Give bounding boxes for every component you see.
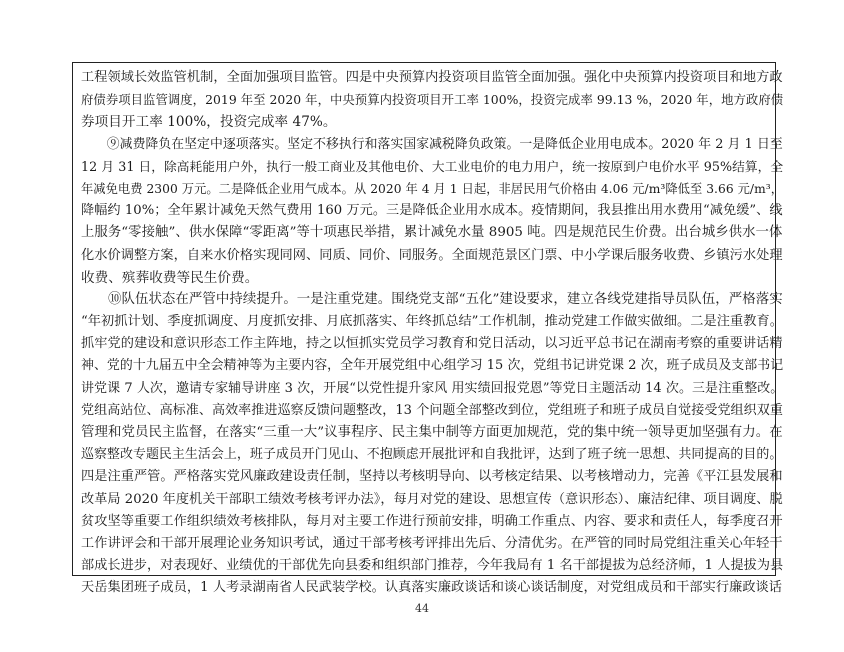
text-line: “年初抓计划、季度抓调度、月度抓安排、月底抓落实、年终抓总结”工作机制，推动党建工作做实做细。二是注重教育。 xyxy=(81,314,783,330)
text-line: 党组高站位、高标准、高效率推进巡察反馈问题整改，13 个问题全部整改到位，党组班子和班子成员自觉接受党组织双重 xyxy=(81,402,783,418)
text-line: 四是注重严管。严格落实党风廉政建设责任制，坚持以考核明导向、以考核定结果、以考核增动力，完善《平江县发展和 xyxy=(81,469,783,485)
text-line: 部成长进步，对表现好、业绩优的干部优先向县委和组织部门推荐，今年我局有 1 名干部提拔为总经济师，1 人提拔为县 xyxy=(81,558,784,574)
text-line: 神、党的十九届五中全会精神等为主要内容，全年开展党组中心组学习 15 次，党组书记讲党课 2 次，班子成员及支部书记 xyxy=(81,358,784,374)
text-line: 收费、殡葬收费等民生价费。 xyxy=(81,269,259,286)
text-line: 贫攻坚等重要工作组织绩效考核排队，每月对主要工作进行预前安排，明确工作重点、内容、要求和责任人，每季度召开 xyxy=(81,513,783,529)
text-line: 管理和党员民主监督，在落实“三重一大”议事程序、民主集中制等方面更加规范，党的集中统一领导更加坚强有力。在 xyxy=(81,425,783,440)
text-line: 工程领域长效监管机制，全面加强项目监管。四是中央预算内投资项目监管全面加强。强化中央预算内投资项目和地方政 xyxy=(81,70,783,85)
text-line: 年减免电费 2300 万元。二是降低企业用气成本。从 2020 年 4 月 1 日起，非居民用气价格由 4.06 元/m³降低至 3.66 元/m³， xyxy=(81,181,784,196)
document-body xyxy=(73,63,784,600)
text-line: ⑩队伍状态在严管中持续提升。一是注重党建。围绕党支部“五化”建设要求，建立各线党建指导员队伍，严格落实 xyxy=(81,291,783,307)
text-line: 12 月 31 日，除高耗能用户外，执行一般工商业及其他电价、大工业电价的电力用户，统一按原到户电价水平 95%结算，全 xyxy=(81,158,784,174)
text-line: 巡察整改专题民主生活会上，班子成员开门见山、不抱顾虑开展批评和自我批评，达到了班子统一思想、共同提高的目的。 xyxy=(81,447,783,463)
page-number: 44 xyxy=(415,602,429,615)
text-line: 讲党课 7 人次，邀请专家辅导讲座 3 次，开展“以党性提升家风 用实绩回报党恩”等党日主题活动 14 次。三是注重整改。 xyxy=(81,380,784,396)
document-frame xyxy=(72,62,784,596)
text-line: 券项目开工率 100%，投资完成率 47%。 xyxy=(81,114,337,131)
text-line: ⑨减费降负在坚定中逐项落实。坚定不移执行和落实国家减税降负政策。一是降低企业用电成本。2020 年 2 月 1 日至 xyxy=(81,136,783,152)
text-line: 降幅约 10%；全年累计减免天然气费用 160 万元。三是降低企业用水成本。疫情期间，我县推出用水费用“减免缓”、线 xyxy=(81,203,783,219)
text-line: 改革局 2020 年度机关干部职工绩效考核考评办法》，每月对党的建设、思想宣传（意识形态）、廉洁纪律、项目调度、脱 xyxy=(81,491,783,507)
text-line: 上服务“零接触”、供水保障“零距离”等十项惠民举措，累计减免水量 8905 吨。四是规范民生价费。出台城乡供水一体 xyxy=(81,225,783,241)
text-line: 化水价调整方案，自来水价格实现同网、同质、同价、同服务。全面规范景区门票、中小学课后服务收费、乡镇污水处理 xyxy=(81,247,783,263)
text-line: 府债券项目监管调度，2019 年至 2020 年，中央预算内投资项目开工率 100%，投资完成率 99.13 %，2020 年，地方政府债 xyxy=(81,93,784,108)
text-line: 抓牢党的建设和意识形态工作主阵地，持之以恒抓实党员学习教育和党日活动，以习近平总书记在湖南考察的重要讲话精 xyxy=(81,336,783,352)
text-line: 工作讲评会和干部开展理论业务知识考试，通过干部考核考评排出先后、分清优劣。在严管的同时局党组注重关心年轻干 xyxy=(81,535,783,551)
text-line: 天岳集团班子成员，1 人考录湖南省人民武装学校。认真落实廉政谈话和谈心谈话制度，对党组成员和干部实行廉政谈话 xyxy=(81,580,783,596)
